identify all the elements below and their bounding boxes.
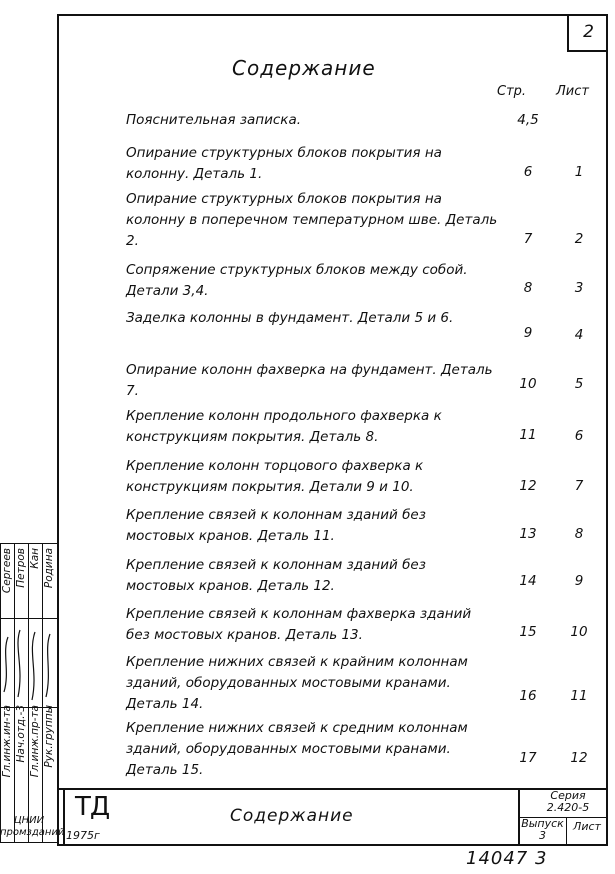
toc-entry-sheet: 11 <box>570 688 588 704</box>
toc-entry-page: 8 <box>523 280 533 296</box>
toc-entry <box>126 360 584 402</box>
sheet-label: Лист <box>573 820 601 833</box>
stamp-name: Кан <box>29 548 41 569</box>
toc-entry-text: Опирание колонн фахверка на фундамент. Деталь 7. <box>126 362 493 399</box>
toc-entry-text: Крепление колонн торцового фахверка к конструкциям покрытия. Детали 9 и 10. <box>126 458 424 495</box>
issue-value: 3 <box>539 829 546 842</box>
toc-entry-text: Крепление связей к колоннам зданий без мостовых кранов. Деталь 12. <box>126 557 426 594</box>
toc-entry <box>126 308 584 343</box>
stamp-role: Гл.инж.ин-та <box>1 705 13 778</box>
toc-entry-page: 14 <box>519 573 537 589</box>
toc-entry-text: Крепление нижних связей к средним колоннам зданий, оборудованных мостовыми кранами. Деталь 15. <box>126 720 468 778</box>
stamp-role: Нач.отд.-3 <box>15 705 27 763</box>
toc-entry <box>126 555 584 597</box>
title-block-name: Содержание <box>230 806 354 826</box>
series-label: Серия <box>550 789 586 802</box>
stamp-role: Рук.группы <box>43 705 55 768</box>
toc-entry-sheet: 6 <box>574 428 584 444</box>
toc-entry-text: Сопряжение структурных блоков между собой. Детали 3,4. <box>126 262 468 299</box>
toc-entry-sheet: 3 <box>574 280 584 296</box>
year: 1975г <box>66 829 100 842</box>
toc-entry-text: Заделка колонны в фундамент. Детали 5 и 6. <box>126 310 454 326</box>
toc-entry-sheet: 2 <box>574 231 584 247</box>
toc-entry-sheet: 9 <box>574 573 584 589</box>
toc-entry-page: 7 <box>523 231 533 247</box>
toc-entry-page: 10 <box>519 376 537 392</box>
toc-entry-sheet: 10 <box>570 624 588 640</box>
toc-entry <box>126 718 588 781</box>
issue-label: Выпуск <box>521 817 564 830</box>
toc-entry <box>126 604 588 646</box>
toc-entry-sheet: 1 <box>574 164 584 180</box>
page-title: Содержание <box>232 56 376 80</box>
toc-entry <box>126 110 539 131</box>
toc-entry-sheet: 5 <box>574 376 584 392</box>
toc-entry <box>126 260 584 302</box>
toc-entry-text: Опирание структурных блоков покрытия на колонну. Деталь 1. <box>126 145 442 182</box>
toc-entry-text: Крепление связей к колоннам фахверка зданий без мостовых кранов. Деталь 13. <box>126 606 472 643</box>
toc-entry-sheet: 4 <box>574 327 584 343</box>
signatures <box>0 622 58 708</box>
stamp-role: Гл.инж.пр-та <box>29 705 41 778</box>
stamp-name: Родина <box>43 548 55 589</box>
stamp-name: Петров <box>15 548 27 588</box>
mark-td: ТД <box>75 792 110 822</box>
toc-entry-page: 16 <box>519 688 537 704</box>
toc-entry-text: Опирание структурных блоков покрытия на колонну в поперечном температурном шве. Деталь 2. <box>126 191 498 249</box>
series-block <box>528 790 608 814</box>
toc-entry-text: Крепление колонн продольного фахверка к конструкциям покрытия. Деталь 8. <box>126 408 442 445</box>
toc-entry <box>126 189 584 252</box>
issue-block <box>520 818 565 842</box>
toc-entry <box>126 505 584 547</box>
stamp-name: Сергеев <box>1 548 13 594</box>
column-header-sheet: Лист <box>556 84 589 99</box>
archive-number: 14047 3 <box>466 848 548 869</box>
column-header-page: Стр. <box>497 84 527 99</box>
organization-name: ЦНИИ промзданий <box>0 815 65 838</box>
toc-entry-page: 13 <box>519 526 537 542</box>
toc-entry-page: 17 <box>519 750 537 766</box>
toc-entry-page: 15 <box>519 624 537 640</box>
toc-entry-page: 4,5 <box>517 112 539 128</box>
toc-entry-page: 12 <box>519 478 537 494</box>
toc-entry-sheet: 7 <box>574 478 584 494</box>
page-number: 2 <box>567 14 608 52</box>
toc-entry-page: 9 <box>523 325 533 341</box>
toc-entry-text: Пояснительная записка. <box>126 112 302 128</box>
toc-entry-sheet: 12 <box>570 750 588 766</box>
toc-entry <box>126 406 584 448</box>
toc-entry <box>126 652 588 715</box>
toc-entry-text: Крепление нижних связей к крайним колоннам зданий, оборудованных мостовыми кранами. Деталь 14. <box>126 654 468 712</box>
toc-entry-page: 11 <box>519 427 537 443</box>
toc-entry-page: 6 <box>523 164 533 180</box>
toc-entry <box>126 143 584 185</box>
series-value: 2.420-5 <box>546 801 590 814</box>
toc-entry-text: Крепление связей к колоннам зданий без мостовых кранов. Деталь 11. <box>126 507 426 544</box>
toc-entry <box>126 456 584 498</box>
toc-entry-sheet: 8 <box>574 526 584 542</box>
